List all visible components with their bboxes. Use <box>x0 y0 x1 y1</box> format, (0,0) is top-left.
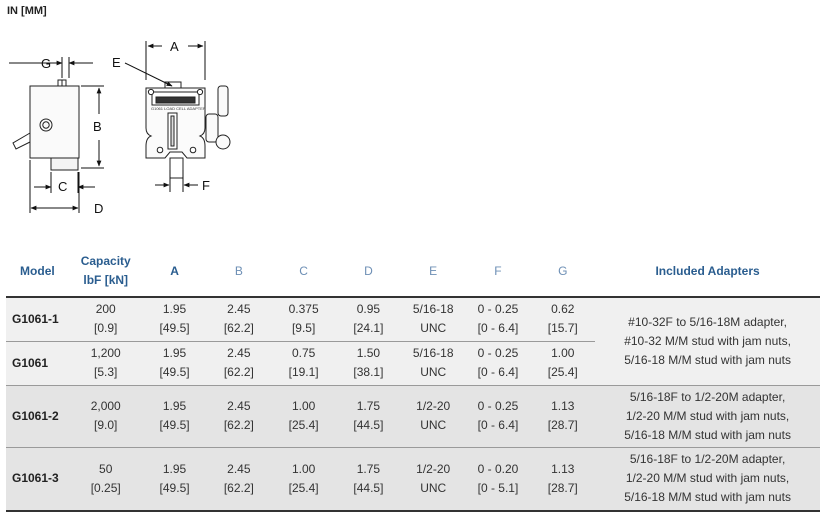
dim-d-cell <box>336 447 401 511</box>
dim-d-metric: [44.5] <box>353 418 384 432</box>
dim-label-c: C <box>58 179 68 194</box>
dim-g-metric: [25.4] <box>547 365 578 379</box>
dim-a-metric: [49.5] <box>159 365 190 379</box>
dim-g-value: 1.13 <box>551 399 575 413</box>
adapters-cell <box>595 297 820 385</box>
dim-label-g: G <box>41 56 52 71</box>
dim-f-cell <box>466 297 531 341</box>
dim-e-thread: UNC <box>420 418 447 432</box>
dim-b-value: 2.45 <box>227 346 251 360</box>
capacity-metric: [5.3] <box>94 365 118 379</box>
capacity-metric: [0.25] <box>90 480 121 495</box>
dim-a-cell <box>143 297 207 341</box>
units-label: IN [MM] <box>7 5 47 17</box>
dim-f-metric: [0 - 5.1] <box>477 480 519 495</box>
dim-c-value: 0.75 <box>291 346 316 360</box>
adapter-line: 5/16-18 M/M stud with jam nuts <box>624 427 791 442</box>
dim-a-cell <box>143 385 207 447</box>
dim-c-metric: [25.4] <box>288 418 319 432</box>
dim-c-cell <box>271 385 336 447</box>
dim-c-value: 1.00 <box>291 461 316 476</box>
dim-b-metric: [62.2] <box>223 418 254 432</box>
dim-g-metric: [15.7] <box>547 321 578 336</box>
dim-a-cell <box>143 341 207 385</box>
dim-e-cell <box>401 297 466 341</box>
dim-f-metric: [0 - 6.4] <box>477 418 519 432</box>
table-header-row <box>6 246 820 297</box>
table-row <box>6 297 820 341</box>
dim-a-value: 1.95 <box>162 399 187 413</box>
capacity-cell <box>69 341 143 385</box>
dim-f-value: 0 - 0.25 <box>477 399 519 413</box>
dim-e-cell <box>401 385 466 447</box>
dim-d-cell <box>336 341 401 385</box>
model-cell: G1061-1 <box>6 297 69 341</box>
dim-d-cell <box>336 297 401 341</box>
dim-c-metric: [25.4] <box>288 480 319 495</box>
capacity-metric: [0.9] <box>94 321 118 336</box>
adapter-line: 5/16-18 M/M stud with jam nuts <box>624 490 791 505</box>
adapter-line: 1/2-20 M/M stud with jam nuts, <box>625 471 790 486</box>
dim-d-metric: [24.1] <box>353 321 384 336</box>
dim-g-cell <box>530 447 595 511</box>
header-d: D <box>364 263 373 278</box>
dim-g-value: 1.00 <box>551 346 575 360</box>
header-capacity-label: Capacity <box>80 254 131 268</box>
header-adapters: Included Adapters <box>655 263 760 278</box>
dim-e-cell <box>401 447 466 511</box>
adapters-cell <box>595 385 820 447</box>
capacity-cell <box>69 385 143 447</box>
model-cell: G1061 <box>6 341 69 385</box>
dim-label-a: A <box>170 39 179 54</box>
capacity-cell <box>69 297 143 341</box>
dim-d-value: 1.75 <box>356 461 381 476</box>
dim-b-cell <box>206 447 271 511</box>
dim-e-value: 1/2-20 <box>416 399 451 413</box>
dim-label-e: E <box>112 55 121 70</box>
dim-e-thread: UNC <box>420 365 447 379</box>
dim-b-metric: [62.2] <box>223 365 254 379</box>
model-cell: G1061-2 <box>6 385 69 447</box>
capacity-value: 2,000 <box>90 399 121 413</box>
dim-f-value: 0 - 0.20 <box>477 461 519 476</box>
header-a: A <box>170 263 179 278</box>
adapter-line: 1/2-20 M/M stud with jam nuts, <box>625 408 790 423</box>
dim-c-metric: [9.5] <box>291 321 316 336</box>
dim-b-value: 2.45 <box>227 461 251 476</box>
dim-c-value: 0.375 <box>288 302 319 317</box>
dim-e-value: 1/2-20 <box>416 461 451 476</box>
dim-e-value: 5/16-18 <box>412 302 454 317</box>
dim-g-cell <box>530 385 595 447</box>
dim-a-cell <box>143 447 207 511</box>
dim-a-metric: [49.5] <box>159 418 190 432</box>
dim-c-value: 1.00 <box>291 399 316 413</box>
header-model: Model <box>20 263 55 278</box>
dim-b-value: 2.45 <box>227 399 251 413</box>
dim-b-metric: [62.2] <box>223 321 254 336</box>
dim-label-b: B <box>93 119 102 134</box>
model-cell: G1061-3 <box>6 447 69 511</box>
dim-f-value: 0 - 0.25 <box>477 346 519 360</box>
dim-c-metric: [19.1] <box>288 365 319 379</box>
dim-f-metric: [0 - 6.4] <box>477 321 519 336</box>
dim-f-metric: [0 - 6.4] <box>477 365 519 379</box>
dim-label-f: F <box>202 178 210 193</box>
dim-a-value: 1.95 <box>162 346 187 360</box>
header-g: G <box>558 263 568 278</box>
capacity-value: 50 <box>99 461 113 476</box>
dimension-e <box>125 63 172 86</box>
technical-drawing <box>0 30 260 225</box>
dim-f-cell <box>466 341 531 385</box>
header-b: B <box>234 263 243 278</box>
dim-a-value: 1.95 <box>162 461 187 476</box>
table-row <box>6 385 820 447</box>
dim-label-d: D <box>94 201 104 216</box>
capacity-cell <box>69 447 143 511</box>
dim-g-cell <box>530 297 595 341</box>
dim-g-metric: [28.7] <box>547 480 578 495</box>
header-capacity <box>69 246 143 297</box>
capacity-metric: [9.0] <box>94 418 118 432</box>
front-view <box>146 82 230 178</box>
header-c: C <box>299 263 308 278</box>
dim-b-value: 2.45 <box>227 302 251 317</box>
plate-text: G1061 LOAD CELL ADAPTER <box>151 106 206 111</box>
dim-g-metric: [28.7] <box>547 418 578 432</box>
dim-d-cell <box>336 385 401 447</box>
header-e: E <box>429 263 438 278</box>
dim-f-value: 0 - 0.25 <box>477 302 519 317</box>
dim-g-value: 1.13 <box>551 461 575 476</box>
dim-c-cell <box>271 297 336 341</box>
dim-e-thread: UNC <box>420 321 447 336</box>
dim-e-value: 5/16-18 <box>412 346 454 360</box>
dim-d-metric: [44.5] <box>353 480 384 495</box>
dim-b-cell <box>206 297 271 341</box>
dim-d-value: 1.50 <box>356 346 381 360</box>
header-f: F <box>494 263 502 278</box>
adapter-line: 5/16-18 M/M stud with jam nuts <box>624 352 791 367</box>
adapters-cell <box>595 447 820 511</box>
dim-b-cell <box>206 385 271 447</box>
header-capacity-units: lbF [kN] <box>83 273 129 287</box>
specifications-table <box>6 246 820 512</box>
table-row <box>6 447 820 511</box>
capacity-value: 200 <box>95 302 116 317</box>
capacity-value: 1,200 <box>90 346 121 360</box>
dim-d-metric: [38.1] <box>353 365 384 379</box>
dim-g-cell <box>530 341 595 385</box>
side-view <box>13 80 79 170</box>
dim-g-value: 0.62 <box>551 302 575 317</box>
dim-e-cell <box>401 341 466 385</box>
dim-a-metric: [49.5] <box>159 480 190 495</box>
dim-b-cell <box>206 341 271 385</box>
dim-b-metric: [62.2] <box>223 480 254 495</box>
dim-a-metric: [49.5] <box>159 321 190 336</box>
dim-a-value: 1.95 <box>162 302 187 317</box>
dim-e-thread: UNC <box>420 480 447 495</box>
dim-d-value: 0.95 <box>356 302 381 317</box>
dim-f-cell <box>466 385 531 447</box>
adapter-line: #10-32 M/M stud with jam nuts, <box>624 333 791 348</box>
dim-f-cell <box>466 447 531 511</box>
adapter-line: #10-32F to 5/16-18M adapter, <box>628 314 787 329</box>
adapter-line: 5/16-18F to 1/2-20M adapter, <box>629 452 786 467</box>
dim-c-cell <box>271 341 336 385</box>
dim-c-cell <box>271 447 336 511</box>
dim-d-value: 1.75 <box>356 399 381 413</box>
adapter-line: 5/16-18F to 1/2-20M adapter, <box>629 389 786 404</box>
